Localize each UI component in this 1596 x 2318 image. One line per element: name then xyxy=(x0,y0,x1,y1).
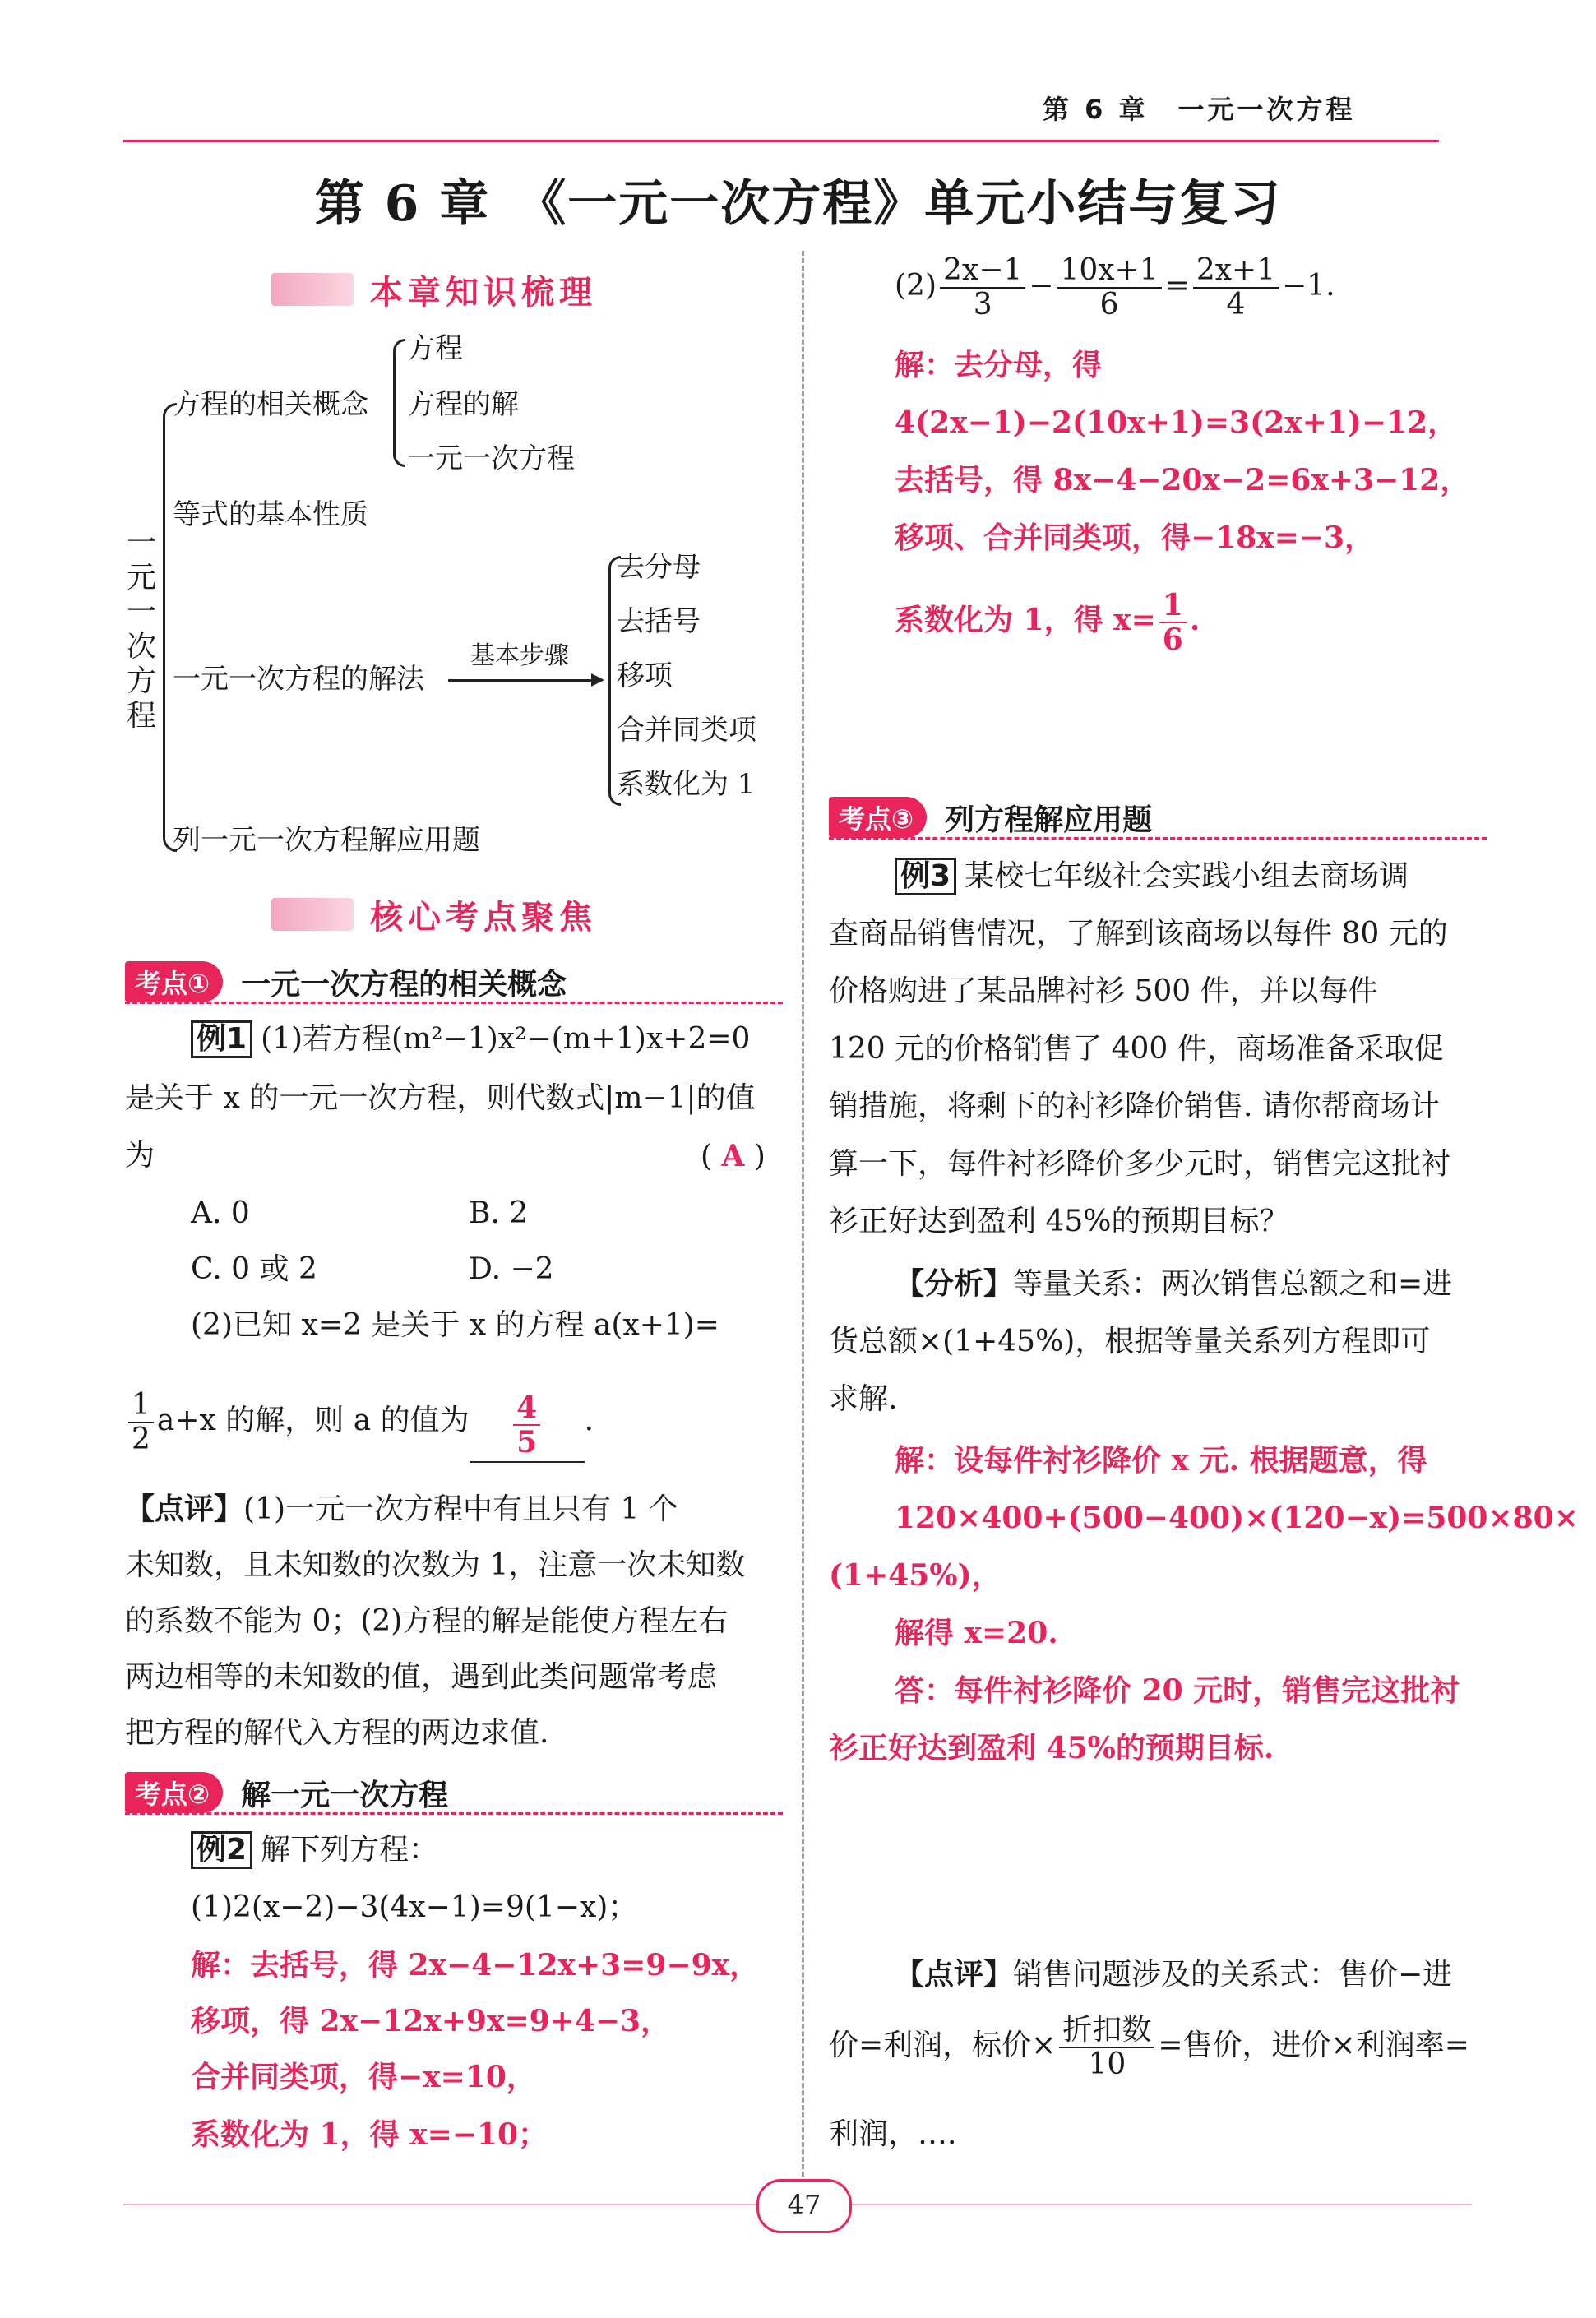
ex1-q2-answer: $\frac{4}{5}$ xyxy=(513,1391,540,1459)
ex1-comment-3: 的系数不能为 0；(2)方程的解是能使方程左右 xyxy=(125,1604,729,1638)
ex2-q1: (1)2(x−2)−3(4x−1)=9(1−x)； xyxy=(191,1890,638,1924)
kaodian-3-heading xyxy=(829,796,1152,839)
kaodian-title: 列方程解应用题 xyxy=(945,803,1153,837)
fraction: $\frac{1}{2}$ xyxy=(128,1389,154,1456)
ex2-q2-solution-4: 移项、合并同类项，得−18x=−3， xyxy=(895,521,1375,555)
ex3-p7: 衫正好达到盈利 45%的预期目标？ xyxy=(829,1205,1289,1238)
ex1-option-d: D. −2 xyxy=(469,1252,554,1286)
focus-banner-text: 核心考点聚焦 xyxy=(370,898,597,937)
arrow-label: 基本步骤 xyxy=(470,641,569,670)
ex3-analysis-3: 求解. xyxy=(829,1382,898,1416)
ex1-comment-1: 【点评】(1)一元一次方程中有且只有 1 个 xyxy=(125,1492,678,1526)
kaodian-rule xyxy=(125,1002,783,1004)
ex3-solution-3: (1+45%)， xyxy=(829,1558,1002,1593)
ex1-q1-line3: 为 xyxy=(125,1139,155,1173)
tree-leaf: 系数化为 1 xyxy=(617,768,756,801)
kaodian-2-heading xyxy=(125,1771,448,1814)
tree-branch-concepts: 方程的相关概念 xyxy=(173,388,368,421)
knowledge-banner xyxy=(271,263,597,316)
ex3-solution-1: 解：设每件衬衫降价 x 元. 根据题意，得 xyxy=(895,1443,1427,1478)
ex1-comment-2: 未知数，且未知数的次数为 1，注意一次未知数 xyxy=(125,1548,746,1582)
page-title: 第 6 章 《一元一次方程》单元小结与复习 xyxy=(314,175,1282,233)
ex3-p2: 查商品销售情况，了解到该商场以每件 80 元的 xyxy=(829,917,1448,951)
tree-branch-properties: 等式的基本性质 xyxy=(173,498,368,531)
ex1-comment-5: 把方程的解代入方程的两边求值. xyxy=(125,1716,549,1750)
example-tag: 例2 xyxy=(191,1831,252,1869)
ex2-solution-2: 移项，得 2x−12x+9x=9+4−3， xyxy=(191,2004,671,2038)
ex3-p5: 销措施，将剩下的衬衫降价销售. 请你帮商场计 xyxy=(829,1090,1440,1123)
ex1-q1-line1: 例1 (1)若方程(m²−1)x²−(m+1)x+2=0 xyxy=(191,1020,750,1059)
ex3-analysis-2: 货总额×(1+45%)，根据等量关系列方程即可 xyxy=(829,1325,1431,1358)
ex2-solution-4: 系数化为 1，得 x=−10； xyxy=(191,2117,548,2152)
ex1-option-a: A. 0 xyxy=(191,1196,250,1230)
kaodian-rule xyxy=(125,1812,783,1815)
example-tag: 例1 xyxy=(191,1020,252,1058)
kaodian-tag: 考点③ xyxy=(829,797,927,838)
ex3-solution-5: 答：每件衬衫降价 20 元时，销售完这批衬 xyxy=(895,1673,1460,1708)
ex3-solution-4: 解得 x=20. xyxy=(895,1616,1058,1650)
ex3-solution-6: 衫正好达到盈利 45%的预期目标. xyxy=(829,1731,1274,1765)
ex2-q2-solution-5: 系数化为 1，得 x= $\frac{1}{6}$ . xyxy=(895,588,1200,657)
kaodian-tag: 考点② xyxy=(125,1772,223,1813)
kaodian-rule xyxy=(829,837,1487,840)
knowledge-banner-text: 本章知识梳理 xyxy=(370,273,597,312)
column-divider xyxy=(802,251,804,2191)
tree-leaf: 方程的解 xyxy=(407,388,519,421)
concepts-brace xyxy=(393,339,405,467)
ex3-comment-2: 价=利润，标价× $\frac{\text{折扣数}}{10}$ =售价，进价×利润率= xyxy=(829,2013,1469,2081)
page-number: 47 xyxy=(756,2179,852,2233)
ex2-q2-solution-2: 4(2x−1)−2(10x+1)=3(2x+1)−12， xyxy=(895,405,1458,440)
running-header: 第 6 章 一元一次方程 xyxy=(1043,94,1356,125)
ex3-comment-1: 【点评】销售问题涉及的关系式：售价−进 xyxy=(895,1958,1453,1992)
ex2-solution-1: 解：去括号，得 2x−4−12x+3=9−9x， xyxy=(191,1948,760,1983)
tree-root: 一 元 一 次 方 程 xyxy=(126,526,156,733)
root-brace xyxy=(163,403,177,852)
tree-leaf: 移项 xyxy=(617,659,673,692)
ex1-q2-line2: $\frac{1}{2}$ a+x 的解，则 a 的值为 $\frac{4}{5}$ . xyxy=(125,1381,594,1463)
focus-banner xyxy=(271,888,597,941)
kaodian-title: 一元一次方程的相关概念 xyxy=(241,967,567,1002)
example-tag: 例3 xyxy=(895,858,956,895)
tree-leaf: 一元一次方程 xyxy=(407,442,575,475)
ex3-p6: 算一下，每件衬衫降价多少元时，销售完这批衬 xyxy=(829,1147,1451,1181)
tree-leaf: 方程 xyxy=(407,332,463,365)
kaodian-tag: 考点① xyxy=(125,961,223,1002)
ex2-q2-solution-3: 去括号，得 8x−4−20x−2=6x+3−12， xyxy=(895,463,1470,497)
ex3-solution-2: 120×400+(500−400)×(120−x)=500×80× xyxy=(895,1501,1579,1535)
header-rule xyxy=(123,140,1439,142)
ex3-p1: 例3 某校七年级社会实践小组去商场调 xyxy=(895,857,1409,896)
kaodian-title: 解一元一次方程 xyxy=(241,1778,449,1812)
kaodian-1-heading xyxy=(125,960,567,1003)
ex1-answer: ( A ) xyxy=(701,1139,766,1173)
ex2-solution-3: 合并同类项，得−x=10， xyxy=(191,2060,536,2094)
pencil-icon xyxy=(271,273,354,306)
ex1-q1-line2: 是关于 x 的一元一次方程，则代数式|m−1|的值 xyxy=(125,1081,756,1115)
arrow-icon xyxy=(448,679,601,682)
ex2-q2-solution-1: 解：去分母，得 xyxy=(895,348,1103,382)
magnifier-icon xyxy=(271,898,354,931)
tree-leaf: 去分母 xyxy=(617,551,701,584)
tree-branch-methods: 一元一次方程的解法 xyxy=(173,663,424,696)
ex3-p4: 120 元的价格销售了 400 件，商场准备采取促 xyxy=(829,1032,1444,1066)
ex1-q2-line1: (2)已知 x=2 是关于 x 的方程 a(x+1)= xyxy=(191,1308,719,1342)
ex1-comment-4: 两边相等的未知数的值，遇到此类问题常考虑 xyxy=(125,1660,718,1694)
tree-leaf: 合并同类项 xyxy=(617,714,756,747)
ex1-option-b: B. 2 xyxy=(469,1196,529,1230)
ex1-option-c: C. 0 或 2 xyxy=(191,1252,317,1286)
ex2-q2: (2) $\frac{2x-1}{3}$ − $\frac{10x+1}{6}$ = $\frac{2x+1}{4}$ −1. xyxy=(895,253,1335,322)
tree-leaf: 去括号 xyxy=(617,605,701,638)
ex2-intro: 例2 解下列方程： xyxy=(191,1830,438,1870)
ex3-comment-3: 利润，…. xyxy=(829,2117,957,2151)
ex3-analysis-1: 【分析】等量关系：两次销售总额之和=进 xyxy=(895,1267,1453,1301)
ex3-p3: 价格购进了某品牌衬衫 500 件，并以每件 xyxy=(829,974,1378,1008)
tree-branch-application: 列一元一次方程解应用题 xyxy=(173,824,480,857)
